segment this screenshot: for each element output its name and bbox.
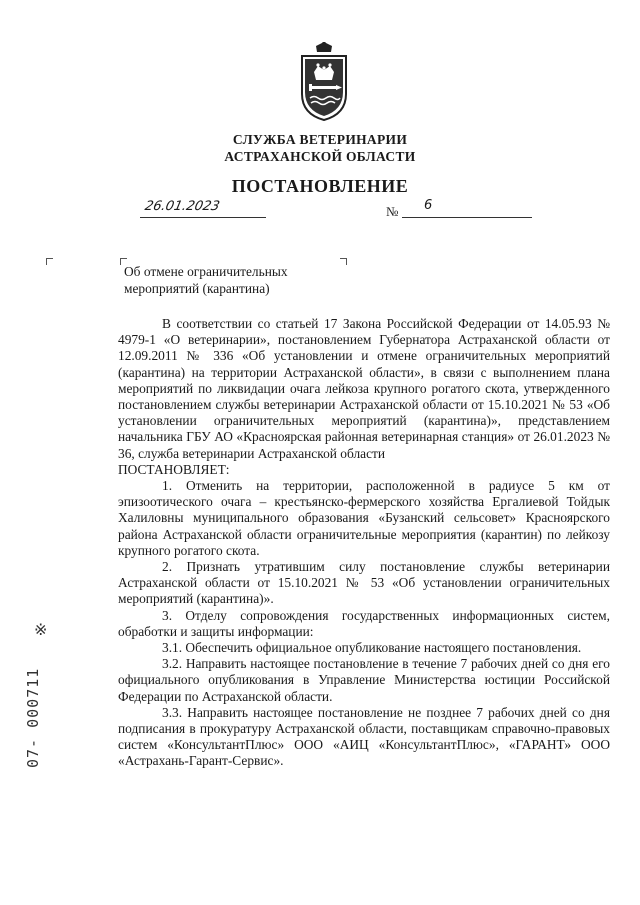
astrakhan-coat-of-arms-icon bbox=[298, 42, 350, 122]
document-body bbox=[118, 316, 610, 770]
margin-mark: ※ bbox=[34, 620, 48, 639]
paragraph-1: 1. Отменить на территории, расположенной в радиусе 5 км от эпизоотического очага – крестьянско-фермерского хозяйства Ергалиевой Тойдык Халиловны муниципального образования «Бузанский сельсовет» Красноярского района Астраханской области ограничительные мероприятия (карантин) по лейкозу крупного рогатого скота. bbox=[118, 478, 610, 558]
organization-name-line1: СЛУЖБА ВЕТЕРИНАРИИ bbox=[232, 132, 408, 147]
paragraph-2: 2. Признать утратившим силу постановление службы ветеринарии Астраханской области от 15.10.2021 № 53 «Об установлении ограничительных мероприятий (карантина)». bbox=[118, 559, 610, 607]
document-subject bbox=[124, 263, 288, 297]
corner-mark bbox=[340, 258, 347, 265]
preamble-paragraph: В соответствии со статьей 17 Закона Российской Федерации от 14.05.93 № 4979-1 «О ветеринарии», постановлением Губернатора Астраханской области от 12.09.2011 № 336 «Об установлении и отмене ограничительных мероприятий (карантина) на территории Астраханской области», в связи с выполнением плана мероприятий по ликвидации очага лейкоза крупного рогатого скота, утвержденного постановлением службы ветеринарии Астраханской области от 15.10.2021 № 53 «Об установлении ограничительных мероприятий (карантина)», представлением начальника ГБУ АО «Красноярская районная ветеринарная станция» от 26.01.2023 № 36, служба ветеринарии Астраханской области bbox=[118, 316, 610, 461]
number-label: № bbox=[386, 204, 399, 219]
organization-name-line2: АСТРАХАНСКОЙ ОБЛАСТИ bbox=[224, 149, 416, 164]
number-underline bbox=[402, 203, 532, 218]
subject-line-1: Об отмене ограничительных bbox=[124, 264, 288, 279]
document-type-title: ПОСТАНОВЛЕНИЕ bbox=[231, 176, 409, 196]
paragraph-3-2: 3.2. Направить настоящее постановление в течение 7 рабочих дней со дня его официального опубликования в Управление Министерства юстиции Российской Федерации по Астраханской области. bbox=[118, 656, 610, 704]
paragraph-3: 3. Отделу сопровождения государственных информационных систем, обработки и защиты информации: bbox=[118, 607, 610, 639]
resolves-heading: ПОСТАНОВЛЯЕТ: bbox=[118, 461, 230, 477]
registration-number: 07- 000711 bbox=[24, 667, 42, 768]
paragraph-3-3: 3.3. Направить настоящее постановление не позднее 7 рабочих дней со дня подписания в прокуратуру Астраханской области, поставщикам справочно-правовых систем «КонсультантПлюс» ООО «АИЦ «КонсультантПлюс», «ГАРАНТ» ООО «Астрахань-Гарант-Сервис». bbox=[118, 704, 610, 769]
document-number: 6 bbox=[424, 198, 433, 213]
paragraph-3-1: 3.1. Обеспечить официальное опубликование настоящего постановления. bbox=[162, 640, 582, 656]
document-date: 26.01.2023 bbox=[143, 199, 222, 214]
subject-line-2: мероприятий (карантина) bbox=[124, 281, 270, 296]
corner-mark bbox=[46, 258, 53, 265]
